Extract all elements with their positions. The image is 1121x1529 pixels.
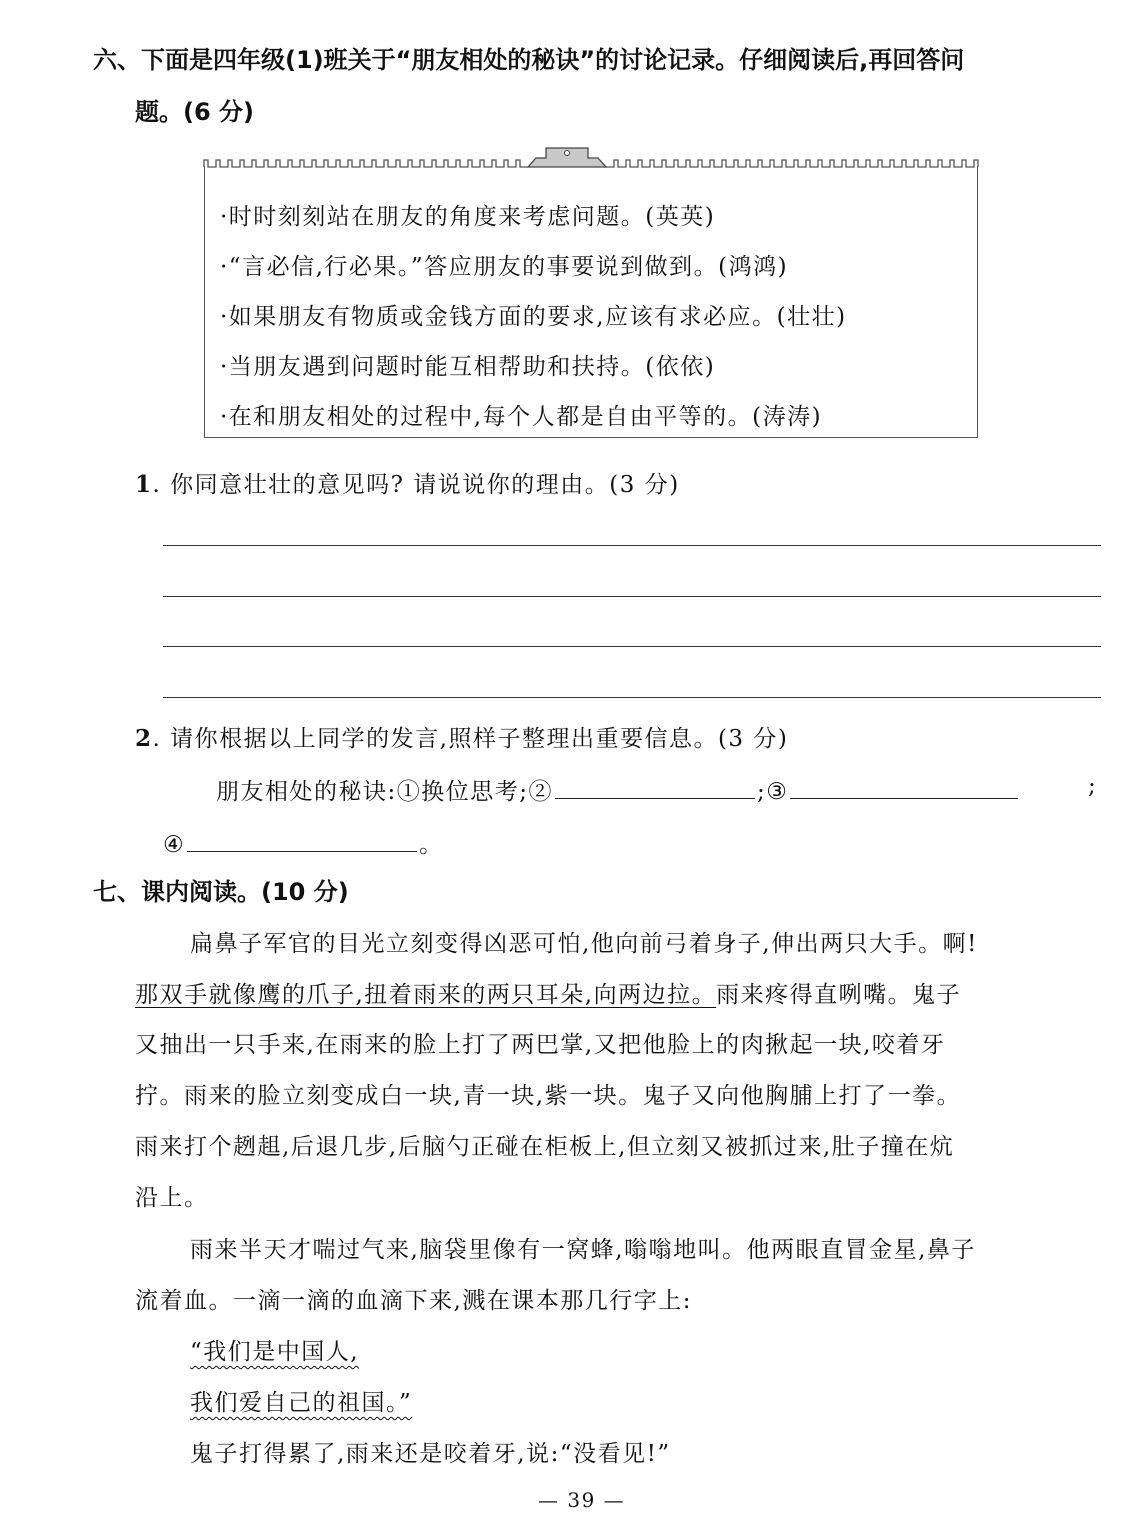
passage-p1-line2-rest: 雨来疼得直咧嘴。鬼子 <box>716 982 962 1008</box>
passage-p2-line2: 流着血。一滴一滴的血滴下来,溅在课本那几行字上: <box>135 1288 693 1314</box>
answer-line-4[interactable] <box>163 697 1101 698</box>
question-2-text: . 请你根据以上同学的发言,照样子整理出重要信息。(3 分) <box>152 726 789 752</box>
question-2 <box>135 720 788 753</box>
answer-line-3[interactable] <box>163 646 1101 647</box>
answer-line-1[interactable] <box>163 545 1101 546</box>
note-honghong: ·“言必信,行必果。”答应朋友的事要说到做到。(鸿鸿) <box>220 254 789 280</box>
blank-4[interactable] <box>187 850 417 852</box>
passage-p1-line4: 拧。雨来的脸立刻变成白一块,青一块,紫一块。鬼子又向他胸脯上打了一拳。 <box>135 1083 962 1109</box>
section6-title-line1: 六、下面是四年级(1)班关于“朋友相处的秘诀”的讨论记录。仔细阅读后,再回答问 <box>93 46 965 74</box>
secrets-end: 。 <box>419 832 444 858</box>
secrets-line1-end: ; <box>1088 773 1098 799</box>
question-1-number: 1 <box>135 471 153 498</box>
note-zhuangzhuang: ·如果朋友有物质或金钱方面的要求,应该有求必应。(壮壮) <box>220 304 847 330</box>
secrets-sep: ;③ <box>757 779 789 805</box>
passage-p1-line1: 扁鼻子军官的目光立刻变得凶恶可怕,他向前弓着身子,伸出两只大手。啊! <box>190 931 978 957</box>
passage-p1-line5: 雨来打个趔趄,后退几步,后脑勺正碰在柜板上,但立刻又被抓过来,肚子撞在炕 <box>135 1134 955 1160</box>
note-taotao: ·在和朋友相处的过程中,每个人都是自由平等的。(涛涛) <box>220 404 823 430</box>
secrets-line <box>216 773 1020 806</box>
passage-p1-line3: 又抽出一只手来,在雨来的脸上打了两巴掌,又把他脸上的肉揪起一块,咬着牙 <box>135 1032 946 1058</box>
answer-line-2[interactable] <box>163 596 1101 597</box>
item-4-marker: ④ <box>163 832 186 858</box>
section6-title-line2: 题。(6 分) <box>135 98 254 126</box>
blank-2[interactable] <box>555 797 755 799</box>
passage-p1-line6: 沿上。 <box>135 1185 209 1211</box>
passage-p3-line1: 鬼子打得累了,雨来还是咬着牙,说:“没看见!” <box>190 1441 671 1467</box>
note-yingying: ·时时刻刻站在朋友的角度来考虑问题。(英英) <box>220 204 716 230</box>
secrets-prefix: 朋友相处的秘诀:①换位思考;② <box>216 779 553 805</box>
question-1 <box>135 466 680 499</box>
underlined-sentence: 那双手就像鹰的爪子,扭着雨来的两只耳朵,向两边拉。 <box>135 982 717 1008</box>
blank-3[interactable] <box>790 797 1018 799</box>
page-number: — 39 — <box>538 1488 626 1512</box>
section7-title: 七、课内阅读。(10 分) <box>93 878 349 906</box>
quote-line-1: “我们是中国人, <box>190 1339 360 1365</box>
question-2-number: 2 <box>135 725 153 752</box>
note-yiyi: ·当朋友遇到问题时能互相帮助和扶持。(依依) <box>220 354 716 380</box>
secrets-line2 <box>163 826 444 859</box>
passage-p2-line1: 雨来半天才喘过气来,脑袋里像有一窝蜂,嗡嗡地叫。他两眼直冒金星,鼻子 <box>190 1237 976 1263</box>
passage-p1-line2 <box>135 976 961 1009</box>
quote-line-2: 我们爱自己的祖国。” <box>190 1390 413 1416</box>
question-1-text: . 你同意壮壮的意见吗? 请说说你的理由。(3 分) <box>152 472 680 498</box>
